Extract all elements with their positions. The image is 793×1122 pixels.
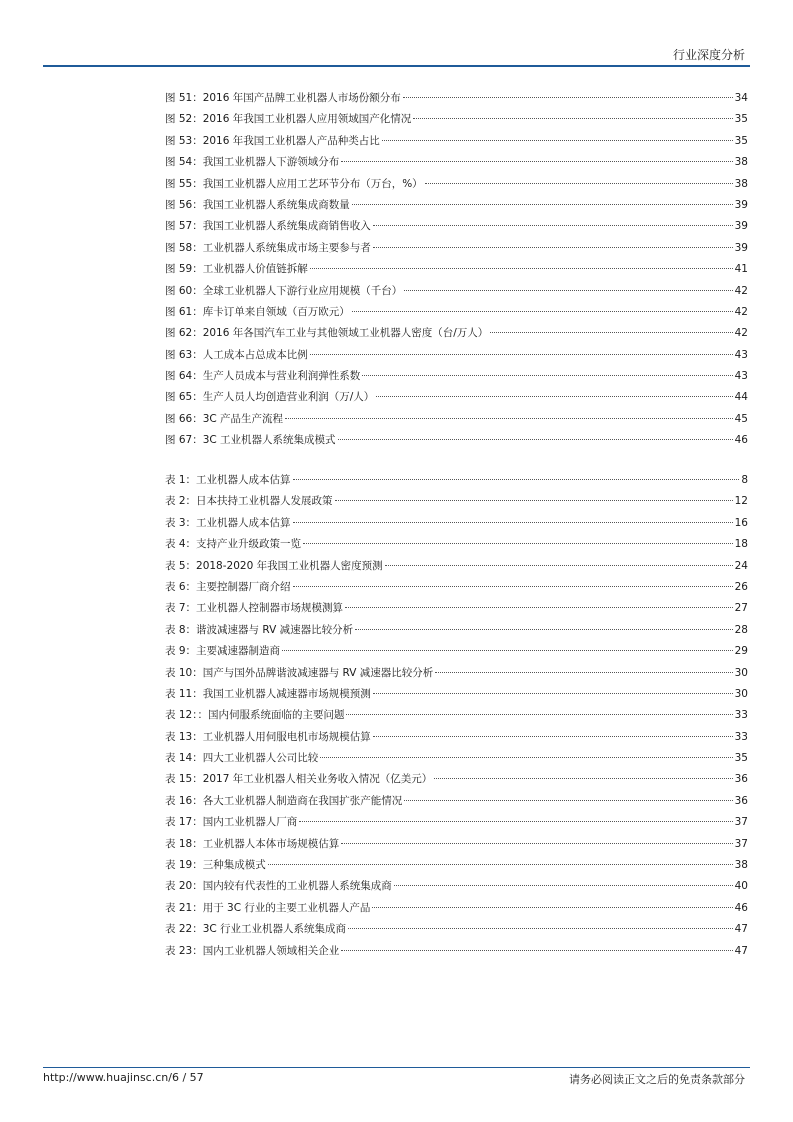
dot-leader [293, 479, 740, 480]
table-index-entry[interactable] [165, 769, 748, 790]
figure-index-entry[interactable] [165, 131, 748, 152]
toc-entry-page: 36 [734, 773, 748, 786]
dot-leader [385, 565, 733, 566]
toc-entry-label: 图 67：3C 工业机器人系统集成模式 [165, 434, 336, 447]
dot-leader [285, 418, 733, 419]
toc-entry-label: 表 4：支持产业升级政策一览 [165, 538, 302, 551]
table-index-entry[interactable] [165, 491, 748, 512]
figure-index-entry[interactable] [165, 109, 748, 130]
table-index-entry[interactable] [165, 470, 748, 491]
dot-leader [373, 693, 733, 694]
dot-leader [348, 928, 733, 929]
toc-entry-page: 43 [734, 370, 748, 383]
toc-entry-label: 表 3：工业机器人成本估算 [165, 516, 291, 529]
figure-index-entry[interactable] [165, 216, 748, 237]
table-index-entry[interactable] [165, 513, 748, 534]
toc-entry-page: 47 [734, 944, 748, 957]
table-index-entry[interactable] [165, 663, 748, 684]
figure-index-entry[interactable] [165, 281, 748, 302]
toc-entry-label: 表 6：主要控制器厂商介绍 [165, 580, 291, 593]
dot-leader [341, 950, 732, 951]
toc-entry-page: 42 [734, 284, 748, 297]
table-index-entry[interactable] [165, 641, 748, 662]
toc-entry-label: 表 5：2018-2020 年我国工业机器人密度预测 [165, 559, 383, 572]
toc-entry-label: 表 23：国内工业机器人领域相关企业 [165, 944, 340, 957]
toc-entry-page: 47 [734, 923, 748, 936]
dot-leader [404, 800, 732, 801]
toc-entry-label: 图 62：2016 年各国汽车工业与其他领域工业机器人密度（台/万人） [165, 327, 489, 340]
toc-entry-label: 图 58：工业机器人系统集成市场主要参与者 [165, 241, 371, 254]
table-index-entry[interactable] [165, 941, 748, 962]
toc-entry-label: 图 52：2016 年我国工业机器人应用领域国产化情况 [165, 113, 412, 126]
toc-entry-page: 39 [734, 241, 748, 254]
dot-leader [352, 204, 733, 205]
dot-leader [303, 543, 733, 544]
toc-entry-label: 图 65：生产人员人均创造营业利润（万/人） [165, 391, 375, 404]
figure-index-entry[interactable] [165, 387, 748, 408]
dot-leader [362, 375, 732, 376]
footer-url[interactable]: http://www.huajinsc.cn/6 / 57 [43, 1071, 204, 1084]
toc-entry-label: 表 20：国内较有代表性的工业机器人系统集成商 [165, 880, 392, 893]
dot-leader [268, 864, 733, 865]
figure-index-entry[interactable] [165, 302, 748, 323]
footer-disclaimer: 请务必阅读正文之后的免责条款部分 [569, 1073, 745, 1086]
figure-index-entry[interactable] [165, 195, 748, 216]
toc-entry-label: 表 18：工业机器人本体市场规模估算 [165, 837, 340, 850]
dot-leader [403, 97, 733, 98]
toc-entry-page: 42 [734, 327, 748, 340]
figure-index-entry[interactable] [165, 430, 748, 451]
figure-index-entry[interactable] [165, 259, 748, 280]
toc-entry-label: 图 64：生产人员成本与营业利润弹性系数 [165, 370, 361, 383]
toc-entry-label: 表 7：工业机器人控制器市场规模测算 [165, 602, 344, 615]
figure-index-entry[interactable] [165, 238, 748, 259]
table-index-entry[interactable] [165, 919, 748, 940]
figure-index-list [165, 88, 748, 452]
toc-entry-label: 表 1：工业机器人成本估算 [165, 474, 291, 486]
toc-entry-label: 表 11：我国工业机器人减速器市场规模预测 [165, 687, 371, 700]
toc-entry-page: 33 [734, 730, 748, 743]
toc-entry-page: 40 [734, 880, 748, 893]
toc-entry-page: 39 [734, 198, 748, 211]
toc-entry-page: 26 [734, 580, 748, 593]
toc-entry-label: 图 57：我国工业机器人系统集成商销售收入 [165, 220, 371, 233]
toc-entry-label: 图 51：2016 年国产品牌工业机器人市场份额分布 [165, 92, 401, 104]
toc-entry-page: 8 [741, 474, 748, 486]
toc-entry-page: 39 [734, 220, 748, 233]
toc-entry-page: 37 [734, 837, 748, 850]
toc-entry-page: 29 [734, 645, 748, 658]
dot-leader [413, 118, 732, 119]
dot-leader [372, 907, 732, 908]
toc-entry-label: 表 14：四大工业机器人公司比较 [165, 752, 319, 765]
dot-leader [345, 607, 733, 608]
toc-entry-page: 35 [734, 113, 748, 126]
dot-leader [490, 332, 732, 333]
toc-entry-label: 图 66：3C 产品生产流程 [165, 412, 284, 425]
toc-entry-label: 表 8：谐波减速器与 RV 减速器比较分析 [165, 623, 354, 636]
table-index-list [165, 470, 748, 962]
toc-entry-page: 42 [734, 305, 748, 318]
toc-entry-page: 34 [734, 92, 748, 104]
dot-leader [355, 629, 733, 630]
header-rule [43, 65, 750, 67]
table-index-entry[interactable] [165, 727, 748, 748]
toc-entry-page: 41 [734, 263, 748, 276]
toc-entry-page: 35 [734, 752, 748, 765]
toc-entry-page: 45 [734, 412, 748, 425]
toc-entry-page: 16 [734, 516, 748, 529]
toc-entry-page: 36 [734, 794, 748, 807]
toc-entry-label: 表 21：用于 3C 行业的主要工业机器人产品 [165, 901, 371, 914]
figure-index-entry[interactable] [165, 366, 748, 387]
dot-leader [373, 736, 733, 737]
table-index-entry[interactable] [165, 534, 748, 555]
toc-entry-label: 图 59：工业机器人价值链拆解 [165, 263, 308, 276]
table-index-entry[interactable] [165, 791, 748, 812]
toc-entry-page: 38 [734, 156, 748, 169]
toc-entry-page: 38 [734, 177, 748, 190]
footer-rule [43, 1067, 750, 1068]
figure-index-entry[interactable] [165, 345, 748, 366]
dot-leader [373, 247, 733, 248]
toc-entry-label: 图 56：我国工业机器人系统集成商数量 [165, 198, 350, 211]
toc-entry-label: 图 55：我国工业机器人应用工艺环节分布（万台，%） [165, 177, 423, 190]
dot-leader [293, 522, 733, 523]
figure-index-entry[interactable] [165, 323, 748, 344]
toc-entry-label: 表 2：日本扶持工业机器人发展政策 [165, 495, 333, 508]
dot-leader [338, 439, 733, 440]
toc-entry-label: 表 19：三种集成模式 [165, 859, 266, 872]
toc-entry-label: 表 9：主要减速器制造商 [165, 645, 281, 658]
table-index-entry[interactable] [165, 577, 748, 598]
toc-entry-page: 33 [734, 709, 748, 722]
dot-leader [373, 225, 733, 226]
toc-entry-page: 18 [734, 538, 748, 551]
header-title: 行业深度分析 [672, 48, 745, 62]
table-index-entry[interactable] [165, 684, 748, 705]
toc-entry-label: 表 15：2017 年工业机器人相关业务收入情况（亿美元） [165, 773, 433, 786]
toc-entry-label: 表 22：3C 行业工业机器人系统集成商 [165, 923, 347, 936]
dot-leader [341, 161, 732, 162]
toc-entry-page: 46 [734, 901, 748, 914]
toc-entry-page: 46 [734, 434, 748, 447]
dot-leader [352, 311, 733, 312]
dot-leader [320, 757, 732, 758]
toc-entry-label: 图 53：2016 年我国工业机器人产品种类占比 [165, 134, 380, 147]
table-index-entry[interactable] [165, 556, 748, 577]
toc-entry-label: 表 12：：国内伺服系统面临的主要问题 [165, 709, 345, 722]
toc-entry-label: 图 63：人工成本占总成本比例 [165, 348, 308, 361]
toc-entry-page: 43 [734, 348, 748, 361]
dot-leader [404, 290, 732, 291]
table-index-entry[interactable] [165, 620, 748, 641]
table-index-entry[interactable] [165, 876, 748, 897]
toc-entry-page: 35 [734, 134, 748, 147]
toc-entry-page: 27 [734, 602, 748, 615]
dot-leader [434, 778, 732, 779]
toc-entry-label: 表 10：国产与国外品牌谐波减速器与 RV 减速器比较分析 [165, 666, 434, 679]
dot-leader [346, 714, 732, 715]
toc-entry-page: 30 [734, 666, 748, 679]
toc-entry-page: 44 [734, 391, 748, 404]
dot-leader [435, 672, 732, 673]
toc-entry-label: 表 17：国内工业机器人厂商 [165, 816, 298, 829]
toc-entry-page: 28 [734, 623, 748, 636]
dot-leader [394, 885, 733, 886]
toc-entry-label: 图 61：库卡订单来自领域（百万欧元） [165, 305, 350, 318]
figure-index-entry[interactable] [165, 174, 748, 195]
table-index-entry[interactable] [165, 748, 748, 769]
table-index-entry[interactable] [165, 598, 748, 619]
dot-leader [310, 354, 733, 355]
toc-entry-page: 24 [734, 559, 748, 572]
toc-entry-label: 表 13：工业机器人用伺服电机市场规模估算 [165, 730, 371, 743]
toc-entry-page: 12 [734, 495, 748, 508]
table-index-entry[interactable] [165, 705, 748, 726]
dot-leader [293, 586, 733, 587]
dot-leader [341, 843, 732, 844]
table-index-entry[interactable] [165, 834, 748, 855]
dot-leader [425, 183, 733, 184]
toc-entry-label: 表 16：各大工业机器人制造商在我国扩张产能情况 [165, 794, 403, 807]
figure-index-entry[interactable] [165, 152, 748, 173]
dot-leader [282, 650, 733, 651]
figure-index-entry[interactable] [165, 88, 748, 109]
table-index-entry[interactable] [165, 812, 748, 833]
dot-leader [335, 500, 733, 501]
dot-leader [376, 396, 732, 397]
figure-index-entry[interactable] [165, 409, 748, 430]
table-index-entry[interactable] [165, 898, 748, 919]
toc-entry-page: 30 [734, 687, 748, 700]
table-index-entry[interactable] [165, 855, 748, 876]
dot-leader [299, 821, 732, 822]
toc-entry-label: 图 60：全球工业机器人下游行业应用规模（千台） [165, 284, 403, 297]
dot-leader [382, 140, 733, 141]
toc-entry-page: 37 [734, 816, 748, 829]
toc-entry-label: 图 54：我国工业机器人下游领域分布 [165, 156, 340, 169]
toc-entry-page: 38 [734, 859, 748, 872]
dot-leader [310, 268, 733, 269]
